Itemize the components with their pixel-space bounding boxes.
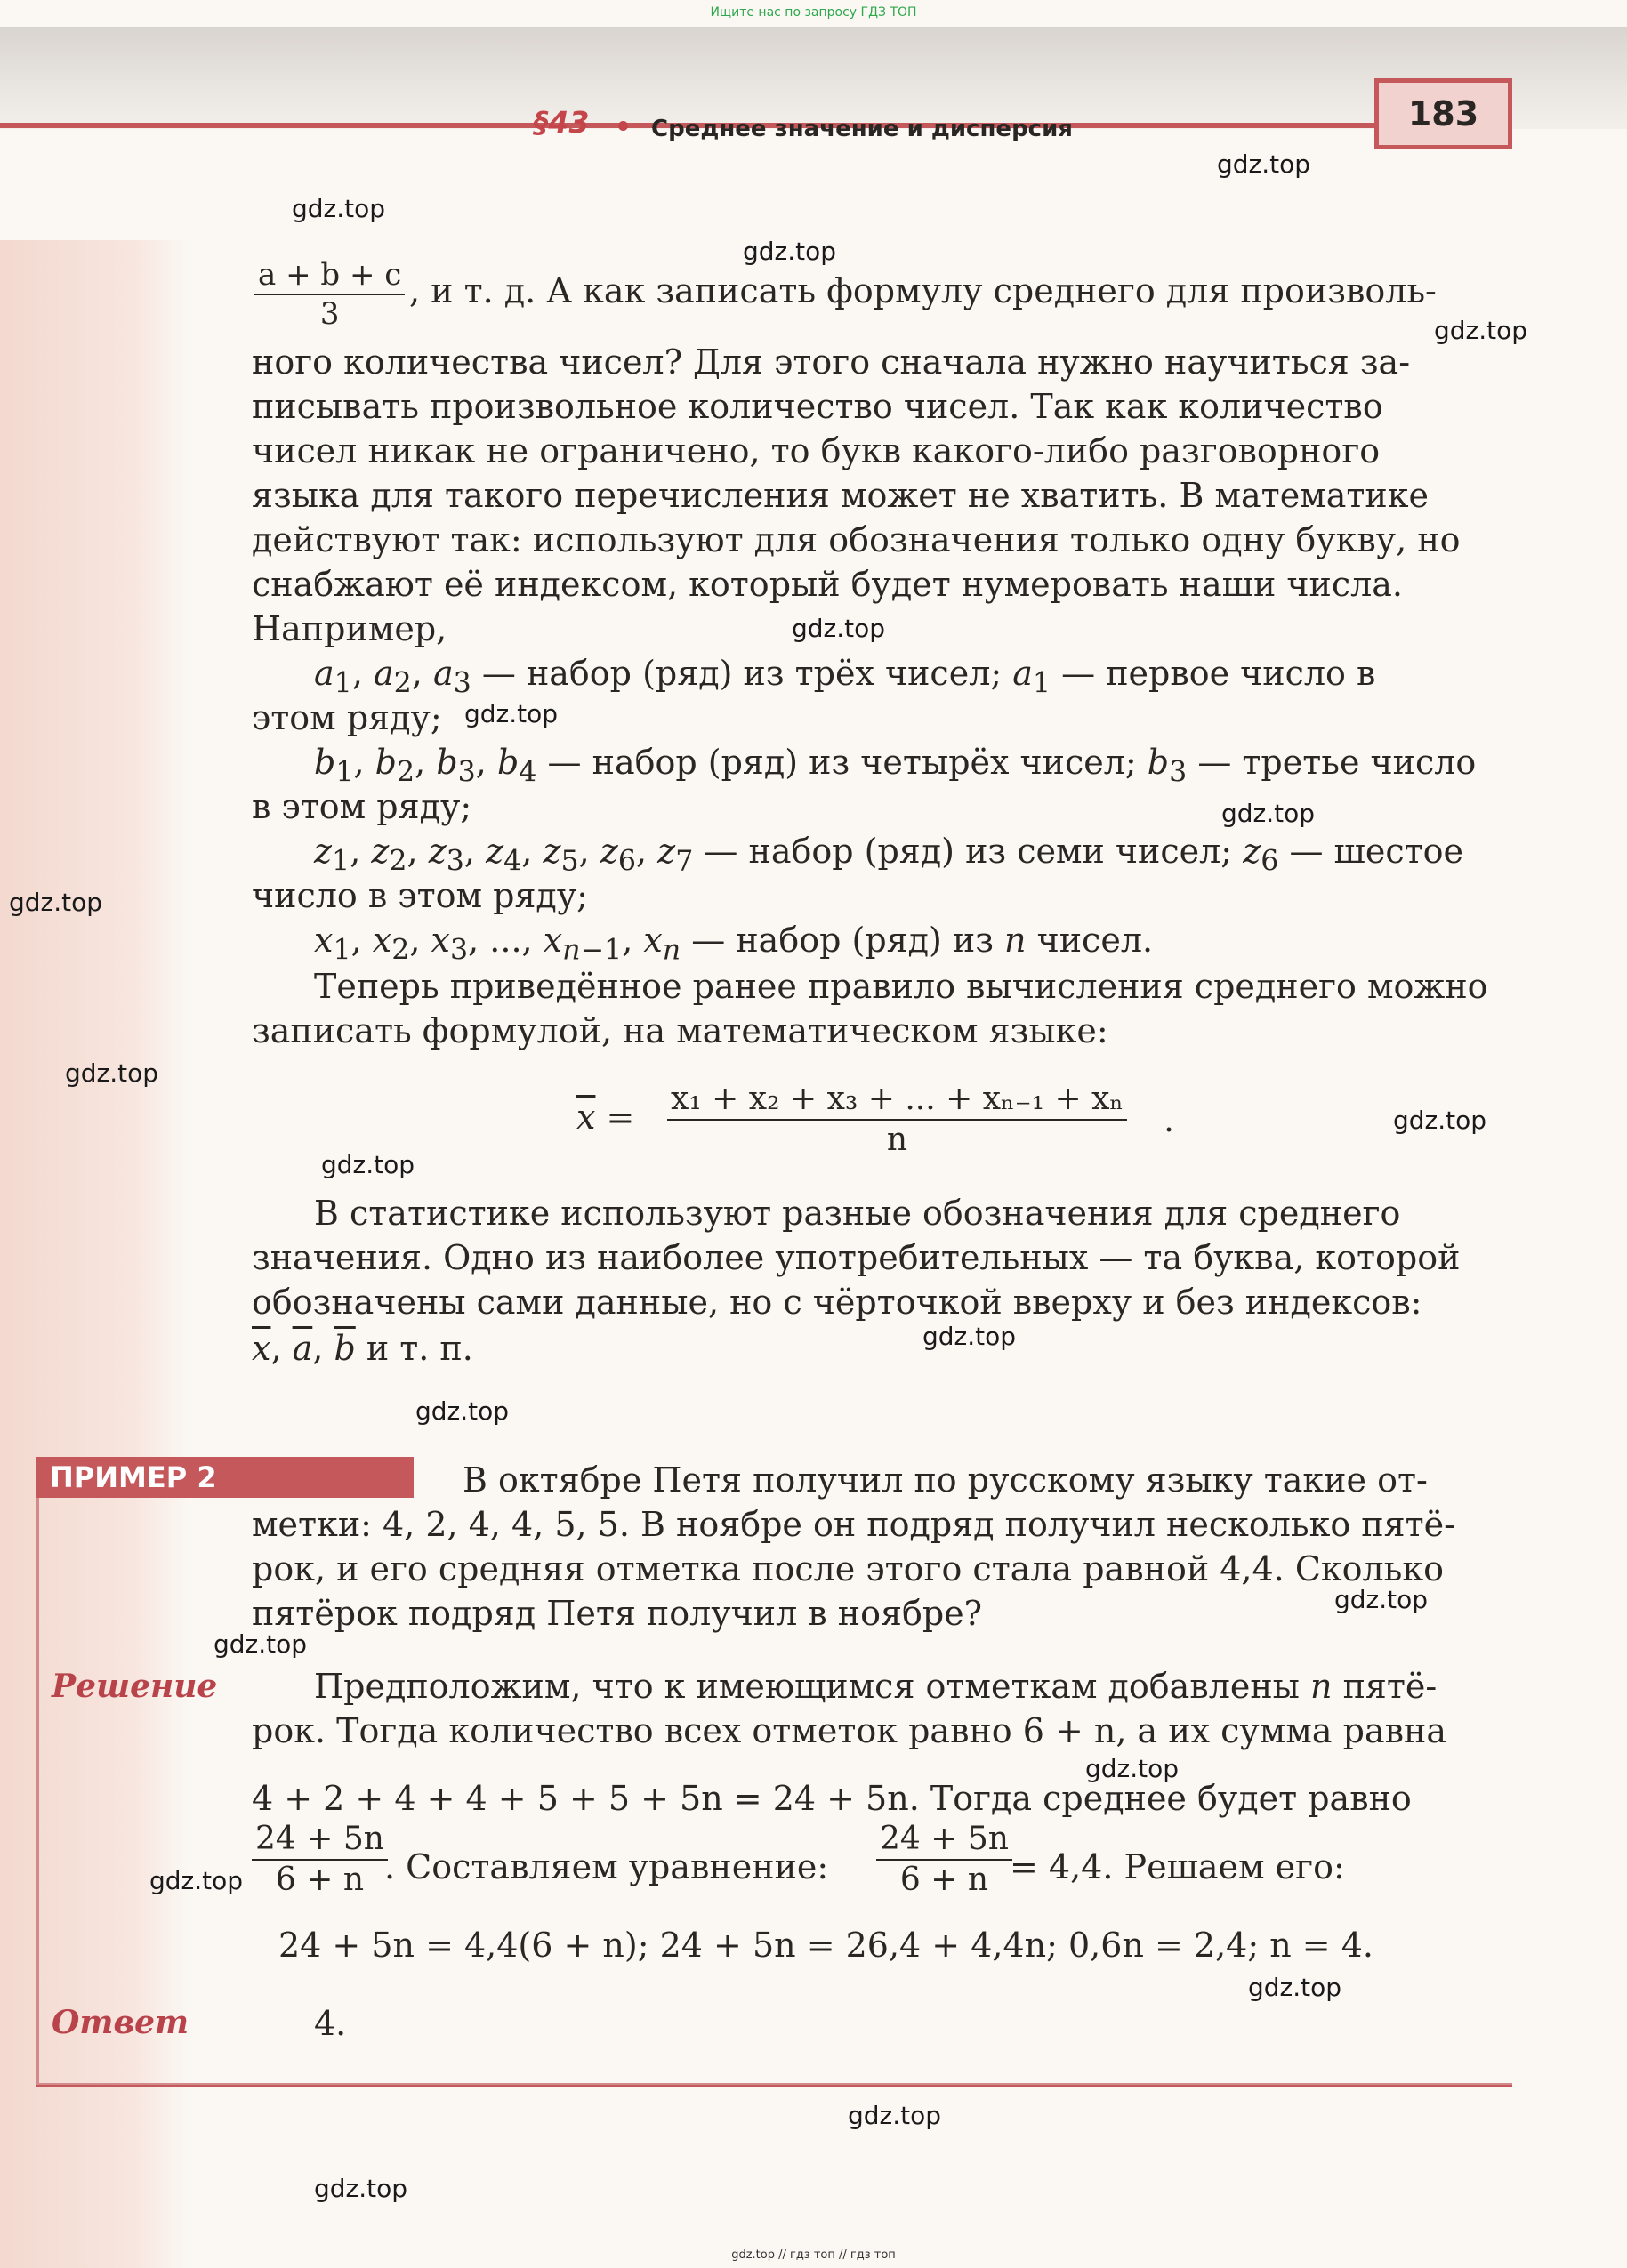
set-b-line: $b_1$, $b_2$, $b_3$, $b_4$ — набор (ряд) из четырёх чисел; $b_3$ — третье число — [314, 743, 1477, 789]
watermark: gdz.top — [1334, 1585, 1429, 1614]
equation-line: 24 + 5n = 4,4(6 + n); 24 + 5n = 26,4 + 4,4n; 0,6n = 2,4; n = 4. — [278, 1926, 1373, 1965]
solution-text: = 4,4. Решаем его: — [1010, 1847, 1345, 1886]
text-line: этом ряду; — [252, 698, 442, 737]
set-z-line: $z_1$, $z_2$, $z_3$, $z_4$, $z_5$, $z_6$, $z_7$ — набор (ряд) из семи чисел; $z_6$ — шестое — [314, 832, 1464, 878]
watermark: gdz.top — [922, 1322, 1017, 1351]
top-banner: Ищите нас по запросу ГДЗ ТОП — [710, 5, 917, 20]
fraction-denominator: 6 + n — [899, 1862, 989, 1898]
text-line: записать формулой, на математическом языке: — [252, 1011, 1108, 1050]
watermark: gdz.top — [321, 1150, 415, 1179]
watermark: gdz.top — [213, 1629, 308, 1659]
text-line: Например, — [252, 609, 447, 648]
solution-label: Решение — [52, 1668, 218, 1705]
set-a-text: — набор (ряд) из трёх чисел; — [471, 654, 1013, 693]
set-x-text-2: чисел. — [1026, 921, 1154, 960]
set-a-text-2: — первое число в — [1051, 654, 1376, 693]
watermark: gdz.top — [1221, 799, 1316, 828]
answer-label: Ответ — [52, 2004, 189, 2041]
solution-fraction — [252, 1823, 388, 1896]
solution-text: Предположим, что к имеющимся отметкам добавлены — [314, 1667, 1310, 1706]
formula-period: . — [1164, 1100, 1175, 1139]
fraction-numerator: 24 + 5n — [880, 1821, 1009, 1857]
watermark: gdz.top — [292, 194, 386, 223]
fraction-denominator: 3 — [319, 296, 340, 332]
watermark: gdz.top — [848, 2101, 942, 2130]
text-line: число в этом ряду; — [252, 876, 588, 915]
watermark: gdz.top — [1217, 149, 1311, 179]
bottom-rule — [36, 2085, 1512, 2087]
mean-symbol: $\overline{x}$ = — [576, 1098, 635, 1137]
solution-text: . Составляем уравнение: — [384, 1847, 829, 1886]
example-tag: ПРИМЕР 2 — [36, 1457, 414, 1498]
text-line: чисел никак не ограничено, то букв какого-либо разговорного — [252, 431, 1381, 470]
section-number: §43 — [534, 105, 590, 140]
mean-notations-line: $\overline{x}$, $\overline{a}$, $\overline{b}$ и т. п. — [252, 1329, 473, 1368]
solution-text: рок. Тогда количество всех отметок равно 6 + n, а их сумма равна — [252, 1711, 1446, 1750]
text-line: языка для такого перечисления может не хватить. В математике — [252, 476, 1429, 515]
equation-fraction — [876, 1823, 1012, 1896]
solution-text: пятё- — [1332, 1667, 1438, 1706]
watermark: gdz.top — [1434, 316, 1528, 345]
text-line: ного количества чисел? Для этого сначала нужно научиться за- — [252, 342, 1411, 382]
watermark: gdz.top — [149, 1866, 244, 1895]
watermark: gdz.top — [743, 237, 837, 266]
watermark: gdz.top — [1248, 1973, 1342, 2002]
intro-fraction — [254, 257, 405, 332]
set-b-text-2: — третье число — [1187, 743, 1477, 782]
mean-formula-numerator: x₁ + x₂ + x₃ + ... + xₙ₋₁ + xₙ — [671, 1081, 1124, 1117]
solution-text: 4 + 2 + 4 + 4 + 5 + 5 + 5n = 24 + 5n. Тогда среднее будет равно — [252, 1779, 1412, 1818]
section-title: Среднее значение и дисперсия — [651, 116, 1074, 142]
text-line: , и т. д. А как записать формулу среднего для произволь- — [409, 271, 1437, 310]
watermark: gdz.top — [9, 888, 103, 917]
text-line: в этом ряду; — [252, 787, 472, 826]
watermark: gdz.top — [792, 614, 886, 643]
watermark: gdz.top — [1085, 1754, 1180, 1783]
watermark: gdz.top — [415, 1396, 510, 1426]
text-line: значения. Одно из наиболее употребительных — та буква, которой — [252, 1238, 1461, 1277]
mean-formula-fraction — [667, 1083, 1127, 1156]
footer: gdz.top // гдз топ // гдз топ — [731, 2248, 896, 2262]
watermark: gdz.top — [65, 1058, 159, 1088]
fraction-numerator: 24 + 5n — [255, 1821, 384, 1857]
fraction-denominator: 6 + n — [275, 1862, 365, 1898]
watermark: gdz.top — [314, 2174, 408, 2203]
text-line: обозначены сами данные, но с чёрточкой вверху и без индексов: — [252, 1283, 1422, 1322]
answer-value: 4. — [314, 2004, 347, 2043]
example-text: метки: 4, 2, 4, 4, 5, 5. В ноябре он подряд получил несколько пятё- — [252, 1505, 1455, 1544]
text-line: снабжают её индексом, который будет нумеровать наши числа. — [252, 565, 1403, 604]
mean-formula-denominator: n — [886, 1122, 908, 1158]
fraction-numerator: a + b + c — [258, 257, 402, 293]
solution-line-1: Предположим, что к имеющимся отметкам добавлены n пятё- — [314, 1667, 1438, 1706]
example-text: пятёрок подряд Петя получил в ноябре? — [252, 1594, 983, 1633]
text-line: Теперь приведённое ранее правило вычисления среднего можно — [314, 967, 1488, 1006]
set-z-text: — набор (ряд) из семи чисел; — [693, 832, 1244, 871]
text-line: действуют так: используют для обозначения только одну букву, но — [252, 520, 1461, 559]
set-z-text-2: — шестое — [1278, 832, 1464, 871]
example-text: рок, и его средняя отметка после этого стала равной 4,4. Сколько — [252, 1549, 1444, 1588]
set-x-line: $x_1$, $x_2$, $x_3$, ..., $x_{n-1}$, $x_n$ — набор (ряд) из n чисел. — [314, 921, 1154, 967]
text-line: В статистике используют разные обозначения для среднего — [314, 1194, 1401, 1233]
text-line: писывать произвольное количество чисел. Так как количество — [252, 387, 1383, 426]
set-a-line: $a_1$, $a_2$, $a_3$ — набор (ряд) из трёх чисел; $a_1$ — первое число в — [314, 654, 1376, 700]
set-b-text: — набор (ряд) из четырёх чисел; — [536, 743, 1148, 782]
text-line: и т. п. — [355, 1329, 473, 1368]
example-text: В октябре Петя получил по русскому языку такие от- — [463, 1460, 1428, 1500]
page-number: 183 — [1374, 78, 1512, 149]
watermark: gdz.top — [1393, 1106, 1487, 1135]
set-x-text: — набор (ряд) из — [681, 921, 1005, 960]
bullet-icon — [618, 121, 628, 131]
watermark: gdz.top — [464, 699, 559, 728]
